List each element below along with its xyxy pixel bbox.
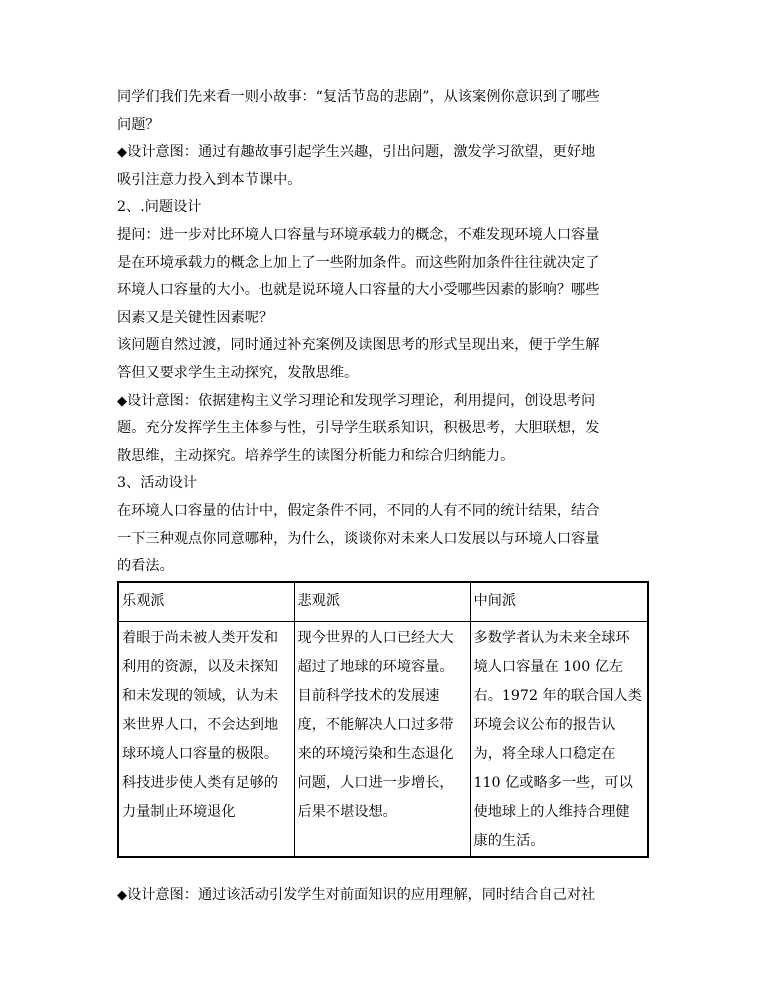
activity-paragraph (117, 498, 647, 581)
cell-text-line: 和未发现的领域，认为未 (122, 687, 279, 704)
text-line: 散思维，主动探究。培养学生的读图分析能力和综合归纳能力。 (117, 447, 515, 464)
cell-text-line: 度，不能解决人口过多带 (297, 716, 454, 733)
cell-text-line: 着眼于尚未被人类开发和 (122, 629, 279, 646)
cell-text-line: 康的生活。 (473, 832, 545, 849)
text-line: 提问：进一步对比环境人口容量与环境承载力的概念，不难发现环境人口容量 (117, 226, 600, 243)
intro-paragraph (117, 84, 647, 139)
cell-text-line: 多数学者认为未来全球环 (473, 629, 630, 646)
text-line: 设计意图：通过有趣故事引起学生兴趣，引出问题，激发学习欲望，更好地 (127, 144, 596, 161)
viewpoints-table (117, 581, 649, 858)
table-row (118, 621, 648, 857)
cell-text-line: 力量制止环境退化 (122, 803, 236, 820)
cell-text-line: 使地球上的人维持合理健 (473, 803, 630, 820)
bullet-line (117, 882, 647, 910)
text-line: 问题？ (117, 116, 160, 133)
cell-text-line: 右。1972 年的联合国人类 (473, 687, 642, 704)
section-heading-2: 2、.问题设计 (117, 199, 202, 216)
text-line: 一下三种观点你同意哪种，为什么，谈谈你对未来人口发展以与环境人口容量 (117, 530, 600, 547)
bullet-line (117, 388, 647, 416)
diamond-bullet-icon: ◆ (117, 393, 127, 409)
cell-pessimist (294, 621, 470, 857)
text-line: 同学们我们先来看一则小故事：“复活节岛的悲剧”，从该案例你意识到了哪些 (117, 89, 600, 105)
cell-text-line: 科技进步使人类有足够的 (122, 774, 279, 791)
text-line: 的看法。 (117, 558, 174, 575)
header-pessimist: 悲观派 (294, 582, 470, 622)
table-header-row (118, 582, 648, 622)
cell-text-line: 球环境人口容量的极限。 (122, 745, 279, 762)
question-followup-paragraph (117, 332, 647, 387)
cell-text-line: 110 亿或略多一些，可以 (473, 774, 633, 791)
text-line: 吸引注意力投入到本节课中。 (117, 171, 302, 188)
design-intent-paragraph-1 (117, 139, 647, 194)
cell-text-line: 来世界人口，不会达到地 (122, 716, 279, 733)
cell-text-line: 环境会议公布的报告认 (473, 716, 616, 733)
text-line: 因素又是关键性因素呢？ (117, 309, 274, 326)
header-optimist: 乐观派 (118, 582, 294, 622)
cell-moderate (470, 621, 648, 857)
document-body (117, 84, 647, 909)
cell-text-line: 超过了地球的环境容量。 (297, 658, 454, 675)
text-line: 答但又要求学生主动探究，发散思维。 (117, 364, 359, 381)
cell-text-line: 为，将全球人口稳定在 (473, 745, 616, 762)
cell-text-line: 后果不堪设想。 (297, 803, 397, 820)
bullet-line (117, 139, 647, 167)
text-line: 设计意图：通过该活动引发学生对前面知识的应用理解，同时结合自己对社 (127, 886, 596, 903)
header-moderate: 中间派 (470, 582, 648, 622)
cell-text-line: 来的环境污染和生态退化 (297, 745, 454, 762)
text-line: 设计意图：依据建构主义学习理论和发现学习理论，利用提问，创设思考问 (127, 392, 596, 409)
section-heading-3: 3、活动设计 (117, 475, 197, 492)
cell-text-line: 目前科学技术的发展速 (297, 687, 440, 704)
design-intent-paragraph-2 (117, 388, 647, 471)
diamond-bullet-icon: ◆ (117, 145, 127, 161)
cell-text-line: 现今世界的人口已经大大 (297, 629, 454, 646)
cell-optimist (118, 621, 294, 857)
text-line: 环境人口容量的大小。也就是说环境人口容量的大小受哪些因素的影响？哪些 (117, 282, 600, 299)
text-line: 在环境人口容量的估计中，假定条件不同，不同的人有不同的统计结果，结合 (117, 502, 600, 519)
cell-text-line: 问题，人口进一步增长， (297, 774, 454, 791)
cell-text-line: 境人口容量在 100 亿左 (473, 658, 624, 675)
text-line: 是在环境承载力的概念上加上了一些附加条件。而这些附加条件往往就决定了 (117, 254, 600, 271)
cell-text-line: 利用的资源，以及未探知 (122, 658, 279, 675)
text-line: 题。充分发挥学生主体参与性，引导学生联系知识，积极思考，大胆联想，发 (117, 420, 600, 437)
question-paragraph (117, 222, 647, 332)
text-line: 该问题自然过渡，同时通过补充案例及读图思考的形式呈现出来，便于学生解 (117, 337, 600, 354)
design-intent-paragraph-3 (117, 882, 647, 910)
diamond-bullet-icon: ◆ (117, 887, 127, 903)
